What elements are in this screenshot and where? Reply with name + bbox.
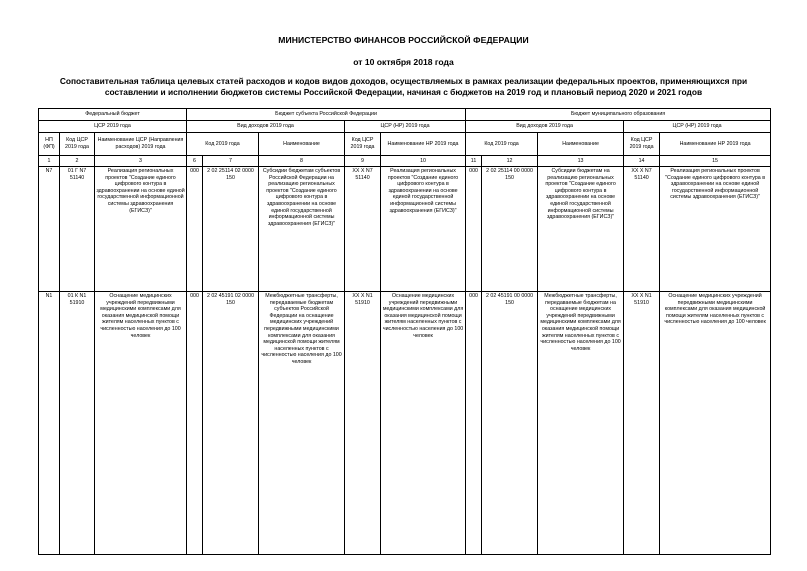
document-date: от 10 октября 2018 года: [353, 57, 454, 67]
cell-admin-code-subject: 000: [187, 292, 203, 555]
cell-income-code-municipal: 2 02 45191 00 0000 150: [482, 292, 538, 555]
col-header-np-name-subject: Наименование НР 2019 года: [381, 133, 466, 156]
cell-income-code-subject: 2 02 45191 02 0000 150: [203, 292, 259, 555]
column-number: 1: [39, 156, 60, 167]
column-number: 10: [381, 156, 466, 167]
cell-np-name-municipal: Реализация региональных проектов "Создание единого цифрового контура в здравоохранении на основе единой государственной информационной системы здравоохранения (ЕГИСЗ)": [660, 167, 771, 292]
cell-np-name-subject: Реализация региональных проектов "Создание единого цифрового контура в здравоохранении на основе единой государственной информационной системы здравоохранения (ЕГИСЗ)": [381, 167, 466, 292]
column-number: 6: [187, 156, 203, 167]
group-subject: Бюджет субъекта Российской Федерации: [187, 109, 466, 121]
subgroup-csr-np-subject: ЦСР (НР) 2019 года: [345, 121, 466, 133]
cell-csr-code-subject: ХХ Х N1 51910: [345, 292, 381, 555]
header-row-groups: [39, 109, 771, 121]
column-number: 12: [482, 156, 538, 167]
cell-csr-code-municipal: ХХ Х N1 51910: [624, 292, 660, 555]
cell-admin-code-municipal: 000: [466, 292, 482, 555]
col-header-income-code-municipal: Код 2019 года: [466, 133, 538, 156]
col-header-income-name-subject: Наименование: [259, 133, 345, 156]
table-row: [39, 292, 771, 555]
column-number: 2: [60, 156, 95, 167]
col-header-csr-name: Наименование ЦСР (Направления расходов) 2019 года: [95, 133, 187, 156]
cell-np-name-subject: Оснащение медицинских учреждений передвижными медицинскими комплексами для оказания медицинской помощи жителям населенных пунктов с численностью населения до 100 человек: [381, 292, 466, 555]
column-number: 14: [624, 156, 660, 167]
cell-np-name-municipal: Оснащение медицинских учреждений передвижными медицинскими комплексами для оказания медицинской помощи жителям населенных пунктов с численностью населения до 100 человек: [660, 292, 771, 555]
cell-csr-code: 01 Г N7 51140: [60, 167, 95, 292]
group-federal: Федеральный бюджет: [39, 109, 187, 121]
cell-income-name-subject: Субсидии бюджетам субъектов Российской Федерации на реализацию региональных проектов "Создание единого цифрового контура в здравоохранении на основе единой государственной информационной системы здравоохранения (ЕГИСЗ)": [259, 167, 345, 292]
cell-admin-code-municipal: 000: [466, 167, 482, 292]
col-header-income-name-municipal: Наименование: [538, 133, 624, 156]
cell-np: N1: [39, 292, 60, 555]
col-header-csr-code-subject: Код ЦСР 2019 года: [345, 133, 381, 156]
col-header-csr-code: Код ЦСР 2019 года: [60, 133, 95, 156]
group-municipal: Бюджет муниципального образования: [466, 109, 771, 121]
cell-np: N7: [39, 167, 60, 292]
header-row-numbers: [39, 156, 771, 167]
col-header-np: НП (ФП): [39, 133, 60, 156]
comparison-table: [38, 108, 771, 555]
table-row: [39, 167, 771, 292]
column-number: 13: [538, 156, 624, 167]
cell-income-name-municipal: Субсидии бюджетам на реализацию региональных проектов "Создание единого цифрового контура в здравоохранении на основе единой государственной информационной системы здравоохранения (ЕГИСЗ)": [538, 167, 624, 292]
ministry-heading: МИНИСТЕРСТВО ФИНАНСОВ РОССИЙСКОЙ ФЕДЕРАЦИИ: [278, 35, 529, 45]
col-header-income-code-subject: Код 2019 года: [187, 133, 259, 156]
column-number: 8: [259, 156, 345, 167]
cell-income-code-subject: 2 02 25114 02 0000 150: [203, 167, 259, 292]
cell-csr-name: Реализация региональных проектов "Создание единого цифрового контура в здравоохранении на основе единой государственной информационной системы здравоохранения (ЕГИСЗ)": [95, 167, 187, 292]
column-number: 3: [95, 156, 187, 167]
cell-income-name-subject: Межбюджетные трансферты, передаваемые бюджетам субъектов Российской Федерации на оснащение медицинских учреждений передвижными медицинскими комплексами для оказания медицинской помощи жителям населенных пунктов с численностью населения до 100 человек: [259, 292, 345, 555]
header-row-subgroups: [39, 121, 771, 133]
cell-csr-code-municipal: ХХ Х N7 51140: [624, 167, 660, 292]
column-number: 15: [660, 156, 771, 167]
cell-csr-code: 01 К N1 51910: [60, 292, 95, 555]
subgroup-income-type-subject: Вид доходов 2019 года: [187, 121, 345, 133]
column-number: 11: [466, 156, 482, 167]
cell-income-code-municipal: 2 02 25114 00 0000 150: [482, 167, 538, 292]
header-row-columns: [39, 133, 771, 156]
document-title: Сопоставительная таблица целевых статей расходов и кодов видов доходов, осуществляемых в рамках реализации федеральных проектов, применяющихся при составлении и исполнении бюджетов системы Российской Федерации, начиная с бюджетов на 2019 год и плановый период 2020 и 2021 годов: [59, 76, 748, 97]
column-number: 7: [203, 156, 259, 167]
subgroup-csr-np-municipal: ЦСР (НР) 2019 года: [624, 121, 771, 133]
cell-csr-code-subject: ХХ Х N7 51140: [345, 167, 381, 292]
cell-admin-code-subject: 000: [187, 167, 203, 292]
cell-income-name-municipal: Межбюджетные трансферты, передаваемые бюджетам на оснащение медицинских учреждений передвижными медицинскими комплексами для оказания медицинской помощи жителям населенных пунктов с численностью населения до 100 человек: [538, 292, 624, 555]
col-header-csr-code-municipal: Код ЦСР 2019 года: [624, 133, 660, 156]
col-header-np-name-municipal: Наименование НР 2019 года: [660, 133, 771, 156]
cell-csr-name: Оснащение медицинских учреждений передвижными медицинскими комплексами для оказания медицинской помощи жителям населенных пунктов с численностью населения до 100 человек: [95, 292, 187, 555]
subgroup-csr-2019: ЦСР 2019 года: [39, 121, 187, 133]
subgroup-income-type-municipal: Вид доходов 2019 года: [466, 121, 624, 133]
column-number: 9: [345, 156, 381, 167]
